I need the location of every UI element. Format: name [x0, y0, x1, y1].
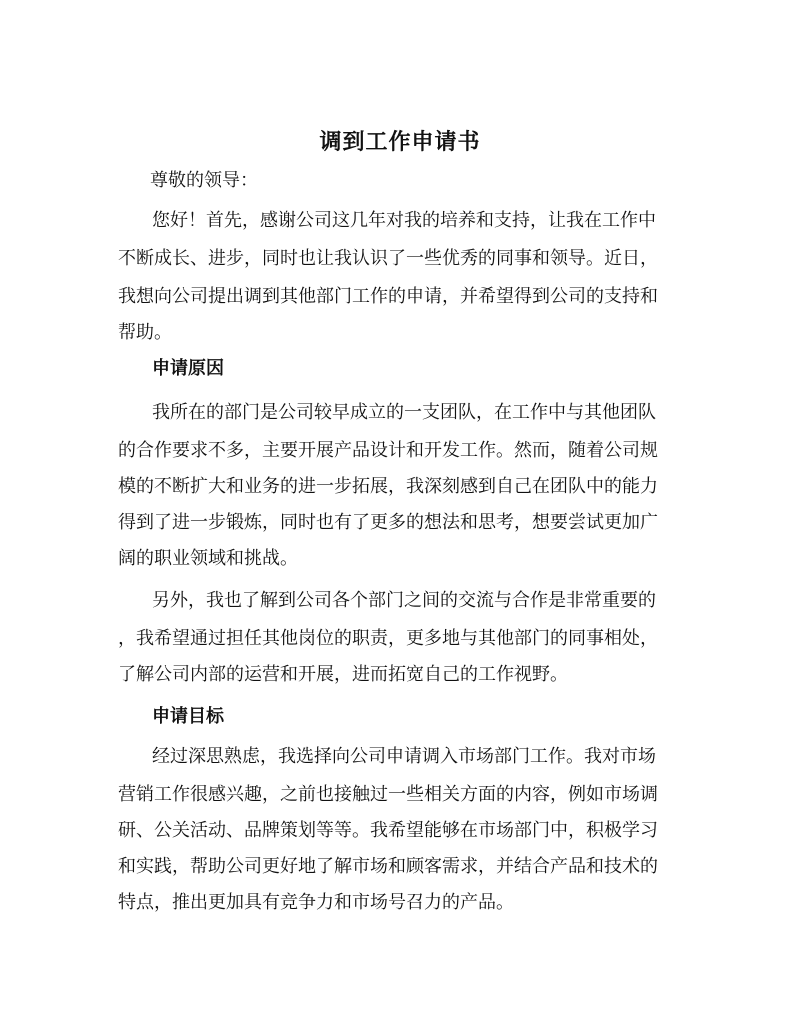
- reason-line: 模的不断扩大和业务的进一步拓展，我深刻感到自己在团队中的能力: [118, 476, 658, 497]
- goal-line: 和实践，帮助公司更好地了解市场和顾客需求，并结合产品和技术的: [118, 856, 658, 877]
- goal-line: 特点，推出更加具有竞争力和市场号召力的产品。: [118, 892, 514, 913]
- section-heading-goal: 申请目标: [152, 706, 224, 727]
- goal-line: 经过深思熟虑，我选择向公司申请调入市场部门工作。我对市场: [152, 746, 656, 767]
- reason-line: 另外，我也了解到公司各个部门之间的交流与合作是非常重要的: [152, 590, 656, 611]
- goal-line: 营销工作很感兴趣，之前也接触过一些相关方面的内容，例如市场调: [118, 784, 658, 805]
- intro-line: 我想向公司提出调到其他部门工作的申请，并希望得到公司的支持和: [118, 286, 658, 307]
- section-heading-reason: 申请原因: [152, 358, 224, 379]
- reason-line: ，我希望通过担任其他岗位的职责，更多地与其他部门的同事相处，: [118, 628, 658, 649]
- intro-line: 帮助。: [118, 322, 172, 343]
- reason-line: 了解公司内部的运营和开展，进而拓宽自己的工作视野。: [118, 664, 568, 685]
- reason-line: 我所在的部门是公司较早成立的一支团队，在工作中与其他团队: [152, 402, 656, 423]
- goal-line: 研、公关活动、品牌策划等等。我希望能够在市场部门中，积极学习: [118, 820, 658, 841]
- intro-line: 不断成长、进步，同时也让我认识了一些优秀的同事和领导。近日，: [118, 248, 658, 269]
- reason-line: 阔的职业领域和挑战。: [118, 548, 298, 569]
- intro-line: 您好！首先，感谢公司这几年对我的培养和支持，让我在工作中: [152, 210, 656, 231]
- document-title: 调到工作申请书: [319, 129, 481, 155]
- reason-line: 得到了进一步锻炼，同时也有了更多的想法和思考，想要尝试更加广: [118, 512, 658, 533]
- salutation: 尊敬的领导：: [150, 170, 258, 191]
- reason-line: 的合作要求不多，主要开展产品设计和开发工作。然而，随着公司规: [118, 440, 658, 461]
